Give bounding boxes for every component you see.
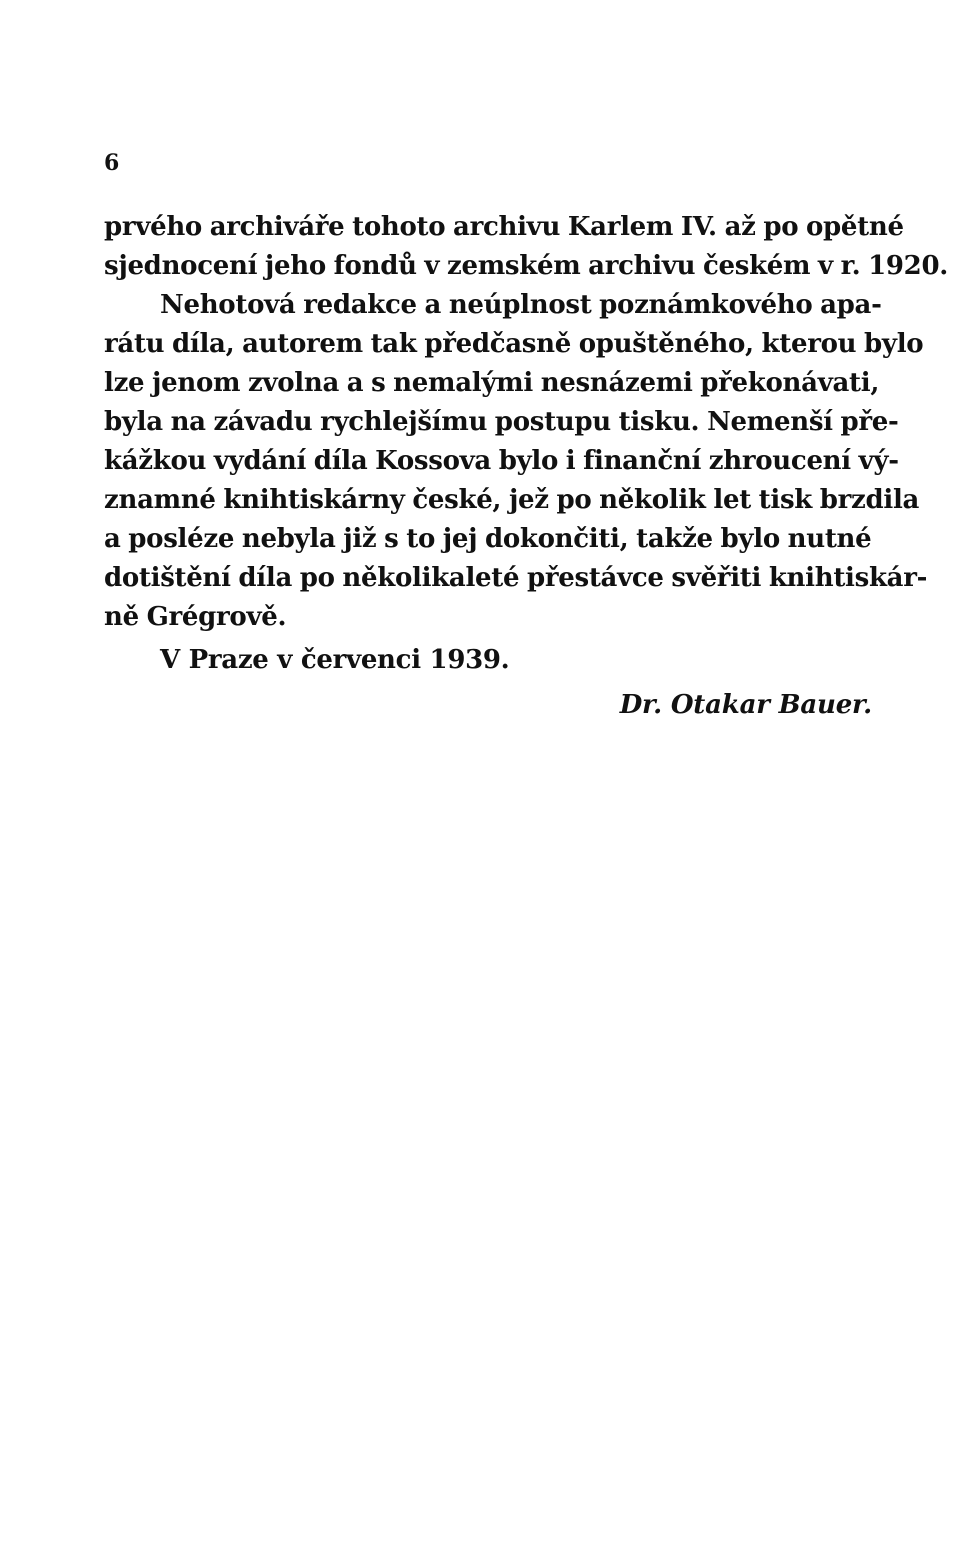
text-line: rátu díla, autorem tak předčasně opuštěného, kterou bylo (104, 329, 924, 359)
signature: Dr. Otakar Bauer. (619, 690, 872, 720)
text-line: byla na závadu rychlejšímu postupu tisku. Nemenší pře- (104, 407, 899, 437)
text-line: dotištění díla po několikaleté přestávce svěřiti knihtiskár- (104, 563, 928, 593)
text-line: Nehotová redakce a neúplnost poznámkového apa- (160, 290, 882, 320)
page-number: 6 (104, 150, 120, 176)
text-line: prvého archiváře tohoto archivu Karlem IV. až po opětné (104, 212, 904, 242)
text-line: a posléze nebyla již s to jej dokončiti, takže bylo nutné (104, 524, 872, 554)
place-date: V Praze v červenci 1939. (160, 645, 510, 675)
text-line: ně Grégrově. (104, 602, 287, 632)
text-line: sjednocení jeho fondů v zemském archivu českém v r. 1920. (104, 251, 948, 281)
text-line: lze jenom zvolna a s nemalými nesnázemi překonávati, (104, 368, 880, 398)
text-line: znamné knihtiskárny české, jež po několik let tisk brzdila (104, 485, 920, 515)
text-line: kážkou vydání díla Kossova bylo i finanční zhroucení vý- (104, 446, 899, 476)
